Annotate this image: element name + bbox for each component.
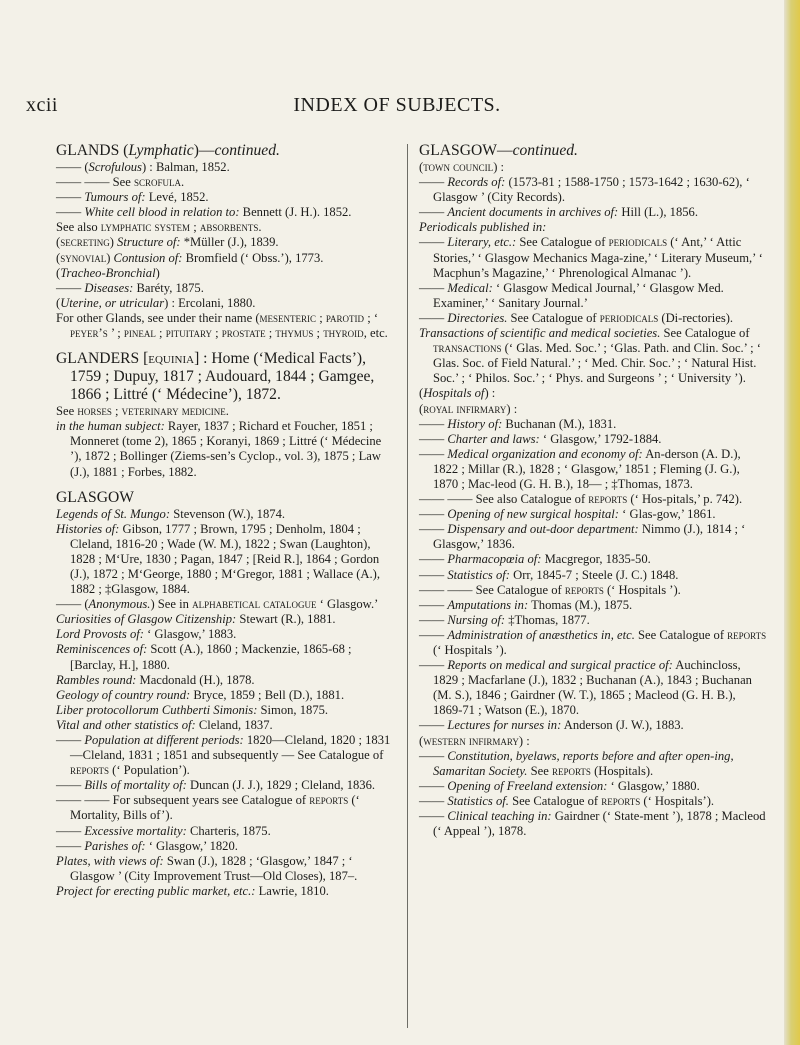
index-entry: —— Medical organization and economy of: An-derson (A. D.), 1822 ; Millar (R.), 1828 ; ‘ Glasgow,’ 1851 ; Fleming (J. G.), 1870 ; Mac-leod (G. H. B.), 18— ; ‡Thomas, 1873. (419, 446, 741, 491)
index-heading: GLASGOW—continued. (419, 142, 578, 159)
index-entry: Rambles round: Macdonald (H.), 1878. (56, 672, 255, 687)
index-entry: —— (Scrofulous) : Balman, 1852. (56, 160, 230, 174)
index-entry: Curiosities of Glasgow Citizenship: Stewart (R.), 1881. (56, 612, 336, 627)
index-entry: (town council) : (419, 160, 505, 174)
index-entry: Legends of St. Mungo: Stevenson (W.), 1874. (56, 506, 286, 521)
page-title: INDEX OF SUBJECTS. (293, 94, 501, 116)
index-entry: (Tracheo-Bronchial) (56, 265, 160, 280)
index-entry: in the human subject: Rayer, 1837 ; Richard et Foucher, 1851 ; Monneret (tome 2), 1865 ; Koranyi, 1869 ; Littré (‘ Médecine ’), 1872 ; Bollinger (Ziems-sen’s Cyclop., vol. 3), 1875 ; Law (J.), 1881 ; Forbes, 1882. (56, 419, 382, 479)
column-divider (407, 144, 408, 1028)
index-entry: —— Directories. See Catalogue of periodicals (Di-rectories). (419, 310, 734, 325)
index-entry: —— Nursing of: ‡Thomas, 1877. (419, 612, 590, 627)
index-entry: —— White cell blood in relation to: Bennett (J. H.). 1852. (56, 205, 352, 220)
index-heading: GLANDERS [equinia] : Home (‘Medical Facts’), 1759 ; Dupuy, 1817 ; Audouard, 1844 ; Gamgee, 1866 ; Littré (‘ Médecine’), 1872. (56, 350, 375, 404)
index-entry: —— —— See Catalogue of reports (‘ Hospitals ’). (419, 582, 681, 597)
index-entry: Reminiscences of: Scott (A.), 1860 ; Mackenzie, 1865-68 ; [Barclay, H.], 1880. (56, 642, 352, 672)
index-entry: —— Literary, etc.: See Catalogue of periodicals (‘ Ant,’ ‘ Attic Stories,’ ‘ Glasgow Mechanics Maga-zine,’ ‘ Literary Museum,’ ‘ Macphun’s Magazine,’ ‘ Phrenological Almanac ’). (419, 235, 763, 280)
index-entry: Lord Provosts of: ‘ Glasgow,’ 1883. (56, 627, 237, 642)
index-entry: (Hospitals of) : (419, 386, 496, 401)
index-entry: —— Pharmacopœia of: Macgregor, 1835-50. (419, 552, 651, 567)
index-entry: —— Statistics of. See Catalogue of reports (‘ Hospitals’). (419, 793, 715, 808)
index-entry: —— Excessive mortality: Charteris, 1875. (56, 823, 271, 838)
index-entry: (royal infirmary) : (419, 401, 518, 416)
index-entry: —— Medical: ‘ Glasgow Medical Journal,’ ‘ Glasgow Med. Examiner,’ ‘ Sanitary Journal.’ (419, 280, 724, 310)
page-number: xcii (26, 94, 58, 116)
page-edge-color (784, 0, 800, 1045)
index-entry: —— Reports on medical and surgical practice of: Auchincloss, 1829 ; Macfarlane (J.), 1832 ; Buchanan (A.), 1843 ; Buchanan (M. S.), 1846 ; Gairdner (W. T.), 1865 ; Macleod (G. H. B.), 1869-71 ; Watson (E.), 1870. (419, 658, 752, 718)
index-entry: —— Clinical teaching in: Gairdner (‘ State-ment ’), 1878 ; Macleod (‘ Appeal ’), 1878. (419, 809, 766, 839)
index-entry: —— Bills of mortality of: Duncan (J. J.), 1829 ; Cleland, 1836. (56, 778, 376, 793)
index-entry: Liber protocollorum Cuthberti Simonis: Simon, 1875. (56, 702, 329, 717)
index-entry: —— Population at different periods: 1820—Cleland, 1820 ; 1831—Cleland, 1831 ; 1851 and subsequently — See Catalogue of reports (‘ Population’). (56, 733, 391, 778)
index-entry: Project for erecting public market, etc.: Lawrie, 1810. (56, 883, 329, 898)
index-entry: See also lymphatic system ; absorbents. (56, 220, 262, 235)
index-entry: —— Statistics of: Orr, 1845-7 ; Steele (J. C.) 1848. (419, 567, 679, 582)
index-entry: —— Parishes of: ‘ Glasgow,’ 1820. (56, 838, 238, 853)
index-entry: —— Diseases: Baréty, 1875. (56, 280, 204, 295)
index-entry: —— Ancient documents in archives of: Hill (L.), 1856. (419, 205, 699, 220)
index-entry: Plates, with views of: Swan (J.), 1828 ; ‘Glasgow,’ 1847 ; ‘ Glasgow ’ (City Improvement Trust—Old Closes), 187–. (56, 853, 358, 883)
index-entry: —— Opening of Freeland extension: ‘ Glasgow,’ 1880. (419, 778, 700, 793)
index-entry: —— Tumours of: Levé, 1852. (56, 190, 209, 205)
index-entry: —— Administration of anæsthetics in, etc. See Catalogue of reports (‘ Hospitals ’). (419, 627, 767, 657)
index-entry: —— Charter and laws: ‘ Glasgow,’ 1792-1884. (419, 431, 662, 446)
index-column-right (419, 142, 767, 839)
index-entry: —— Opening of new surgical hospital: ‘ Glas-gow,’ 1861. (419, 507, 716, 522)
index-entry: (secreting) Structure of: *Müller (J.), 1839. (56, 235, 279, 250)
index-heading: GLASGOW (56, 488, 134, 506)
index-entry: —— —— See scrofula. (56, 175, 185, 190)
index-heading: GLANDS (Lymphatic)—continued. (56, 142, 280, 159)
index-column-left (56, 142, 394, 899)
index-entry: —— Lectures for nurses in: Anderson (J. W.), 1883. (419, 718, 684, 733)
index-entry: —— Constitution, byelaws, reports before and after open-ing, Samaritan Society. See reports (Hospitals). (419, 748, 734, 778)
page-header (26, 94, 768, 116)
index-entry: (Uterine, or utricular) : Ercolani, 1880. (56, 295, 256, 310)
index-entry: —— —— For subsequent years see Catalogue of reports (‘ Mortality, Bills of’). (56, 793, 360, 823)
index-entry: Periodicals published in: (419, 220, 547, 235)
index-entry: —— Amputations in: Thomas (M.), 1875. (419, 597, 633, 612)
index-entry: Geology of country round: Bryce, 1859 ; Bell (D.), 1881. (56, 687, 345, 702)
index-entry: Vital and other statistics of: Cleland, 1837. (56, 717, 273, 732)
index-entry: —— —— See also Catalogue of reports (‘ Hos-pitals,’ p. 742). (419, 492, 743, 507)
index-entry: —— History of: Buchanan (M.), 1831. (419, 416, 617, 431)
index-entry: Histories of: Gibson, 1777 ; Brown, 1795 ; Denholm, 1804 ; Cleland, 1816-20 ; Wade (W. M.), 1822 ; Swan (Laughton), 1828 ; M‘Ure, 1830 ; Pagan, 1847 ; [Reid R.], 1864 ; Gordon (J.), 1872 ; M‘George, 1880 ; M‘Gregor, 1881 ; Wallace (A.), 1882 ; ‡Glasgow, 1884. (56, 521, 380, 597)
index-entry: See horses ; veterinary medicine. (56, 404, 229, 419)
index-entry: —— (Anonymous.) See in alphabetical catalogue ‘ Glasgow.’ (56, 597, 379, 612)
index-entry: Transactions of scientific and medical societies. See Catalogue of transactions (‘ Glas. Med. Soc.’ ; ‘Glas. Path. and Clin. Soc.’ ; ‘ Glas. Soc. of Field Natural.’ ; ‘ Med. Chir. Soc.’ ; ‘ Natural Hist. Soc.’ ; ‘ Philos. Soc.’ ; ‘ Phys. and Surgeons ’ ; ‘ University ’). (419, 326, 761, 386)
index-entry: (western infirmary) : (419, 733, 530, 748)
index-entry: —— Dispensary and out-door department: Nimmo (J.), 1814 ; ‘ Glasgow,’ 1836. (419, 522, 746, 552)
index-entry: For other Glands, see under their name (mesenteric ; parotid ; ‘ peyer’s ’ ; pineal ; pituitary ; prostate ; thymus ; thyroid, etc. (56, 310, 388, 341)
index-entry: —— Records of: (1573-81 ; 1588-1750 ; 1573-1642 ; 1630-62), ‘ Glasgow ’ (City Records). (419, 175, 750, 205)
index-entry: (synovial) Contusion of: Bromfield (‘ Obss.’), 1773. (56, 250, 324, 265)
